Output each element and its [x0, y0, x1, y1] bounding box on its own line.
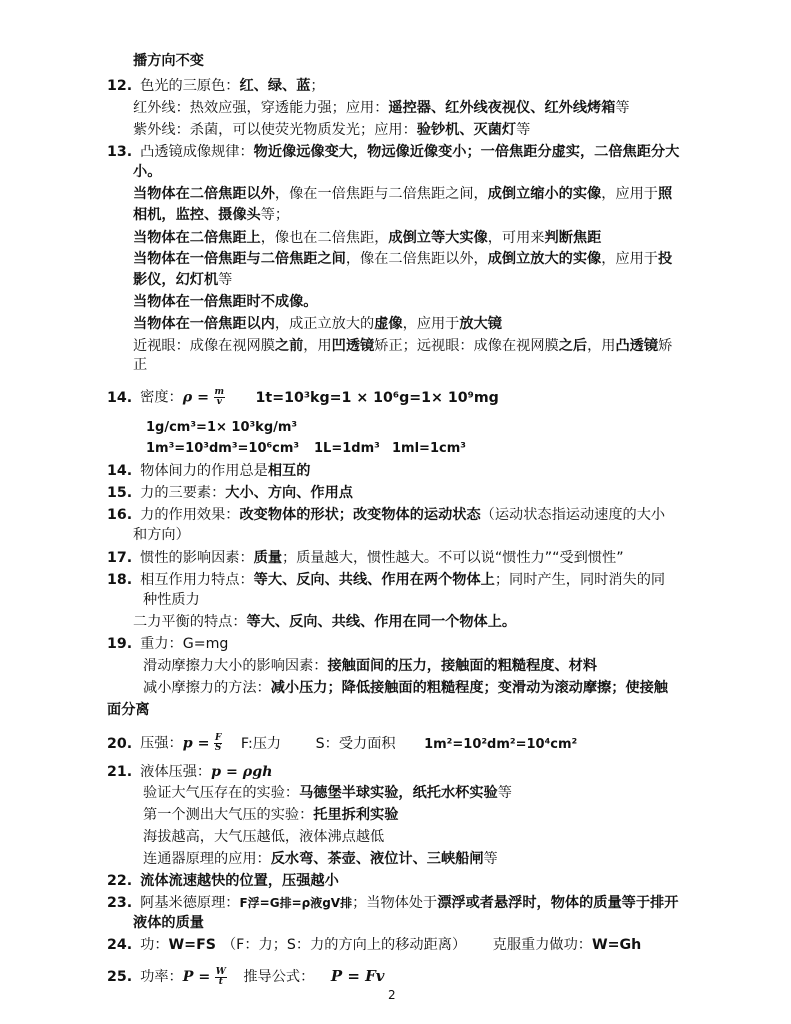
density-unit-1: 1g/cm³=1× 10³kg/m³	[146, 420, 298, 435]
lens-rule-1-cont: 相机，监控、摄像头等；	[133, 207, 290, 223]
item-20-pressure: 20. 压强：p = $\frac{F}{S}$ F:压力 S：受力面积 1m²=10²dm²=10⁴cm²	[107, 733, 578, 753]
item-18: 18. 相互作用力特点：等大、反向、共线、作用在两个物体上；同时产生，同时消失的同	[107, 572, 666, 588]
volume-unit-1: 1m³=10³dm³=10⁶cm³	[146, 441, 300, 456]
item-17: 17. 惯性的影响因素：质量；质量越大，惯性越大。不可以说“惯性力”“受到惯性”	[107, 550, 624, 566]
volume-unit-2: 1L=1dm³	[314, 441, 380, 456]
density-fraction: $\frac{m}{v}$	[214, 387, 225, 407]
item-16-cont: 和方向）	[133, 527, 190, 543]
lens-rule-1: 当物体在二倍焦距以外，像在一倍焦距与二倍焦距之间，成倒立缩小的实像，应用于照	[133, 186, 673, 202]
ultraviolet-line: 紫外线：杀菌，可以使荧光物质发光；应用：验钞机、灭菌灯等	[133, 122, 531, 138]
item-14-mutual: 14. 物体间力的作用总是相互的	[107, 463, 311, 479]
lens-rule-3: 当物体在一倍焦距与二倍焦距之间，像在二倍焦距以外，成倒立放大的实像，应用于投	[133, 251, 673, 267]
atm-first-measure: 第一个测出大气压的实验：托里拆利实验	[143, 807, 399, 823]
item-16: 16. 力的作用效果：改变物体的形状；改变物体的运动状态（运动状态指运动速度的大小	[107, 507, 666, 523]
item-25-power: 25. 功率：P = $\frac{W}{t}$ 推导公式： P = Fv	[107, 966, 385, 987]
item-23-cont: 液体的质量	[133, 915, 204, 931]
atm-proof: 验证大气压存在的实验：马德堡半球实验，纸托水杯实验等	[143, 785, 512, 801]
volume-unit-3: 1ml=1cm³	[392, 441, 466, 456]
item-22: 22. 流体流速越快的位置，压强越小	[107, 873, 339, 889]
friction-factors: 滑动摩擦力大小的影响因素：接触面间的压力，接触面的粗糙程度、材料	[143, 658, 598, 674]
item-15: 15. 力的三要素：大小、方向、作用点	[107, 485, 353, 501]
altitude-pressure: 海拔越高，大气压越低，液体沸点越低	[143, 829, 385, 845]
line-prev-continuation: 播方向不变	[133, 53, 204, 69]
item-19: 19. 重力：G=mg	[107, 636, 229, 652]
friction-reduce: 减小摩擦力的方法：减小压力；降低接触面的粗糙程度；变滑动为滚动摩擦；使接触	[143, 680, 668, 696]
pressure-fraction: $\frac{F}{S}$	[214, 733, 222, 753]
connected-vessels: 连通器原理的应用：反水弯、茶壶、液位计、三峡船闸等	[143, 851, 498, 867]
lens-rule-4: 当物体在一倍焦距时不成像。	[133, 294, 318, 310]
lens-rule-2: 当物体在二倍焦距上，像也在二倍焦距，成倒立等大实像，可用来判断焦距	[133, 230, 602, 246]
friction-reduce-cont: 面分离	[107, 702, 150, 718]
item-13: 13. 凸透镜成像规律：物近像远像变大，物远像近像变小；一倍焦距分虚实，二倍焦距分大	[107, 144, 680, 160]
infrared-line: 红外线：热效应强，穿透能力强；应用：遥控器、红外线夜视仪、红外线烤箱等	[133, 100, 630, 116]
power-fraction: $\frac{W}{t}$	[215, 966, 226, 987]
item-23: 23. 阿基米德原理：F浮=G排=ρ液gV排；当物体处于漂浮或者悬浮时，物体的质量等于排开	[107, 895, 679, 911]
balance-forces: 二力平衡的特点：等大、反向、共线、作用在同一个物体上。	[133, 614, 517, 630]
lens-rule-3-cont: 影仪，幻灯机等	[133, 272, 233, 288]
item-12: 12. 色光的三原色：红、绿、蓝；	[107, 78, 325, 94]
page-number: 2	[388, 988, 396, 1002]
item-14-density: 14. 密度：ρ = $\frac{m}{v}$ 1t=10³kg=1 × 10⁶g=1× 10⁹mg	[107, 387, 499, 407]
eye-correction-cont: 正	[133, 357, 148, 373]
eye-correction: 近视眼：成像在视网膜之前，用凹透镜矫正；远视眼：成像在视网膜之后，用凸透镜矫	[133, 338, 673, 354]
item-21: 21. 液体压强：p = ρgh	[107, 764, 273, 780]
item-13-cont: 小。	[133, 164, 162, 180]
item-24: 24. 功：W=FS （F：力；S：力的方向上的移动距离） 克服重力做功：W=Gh	[107, 937, 642, 953]
lens-rule-5: 当物体在一倍焦距以内，成正立放大的虚像，应用于放大镜	[133, 316, 502, 332]
item-18-cont: 种性质力	[143, 592, 200, 608]
